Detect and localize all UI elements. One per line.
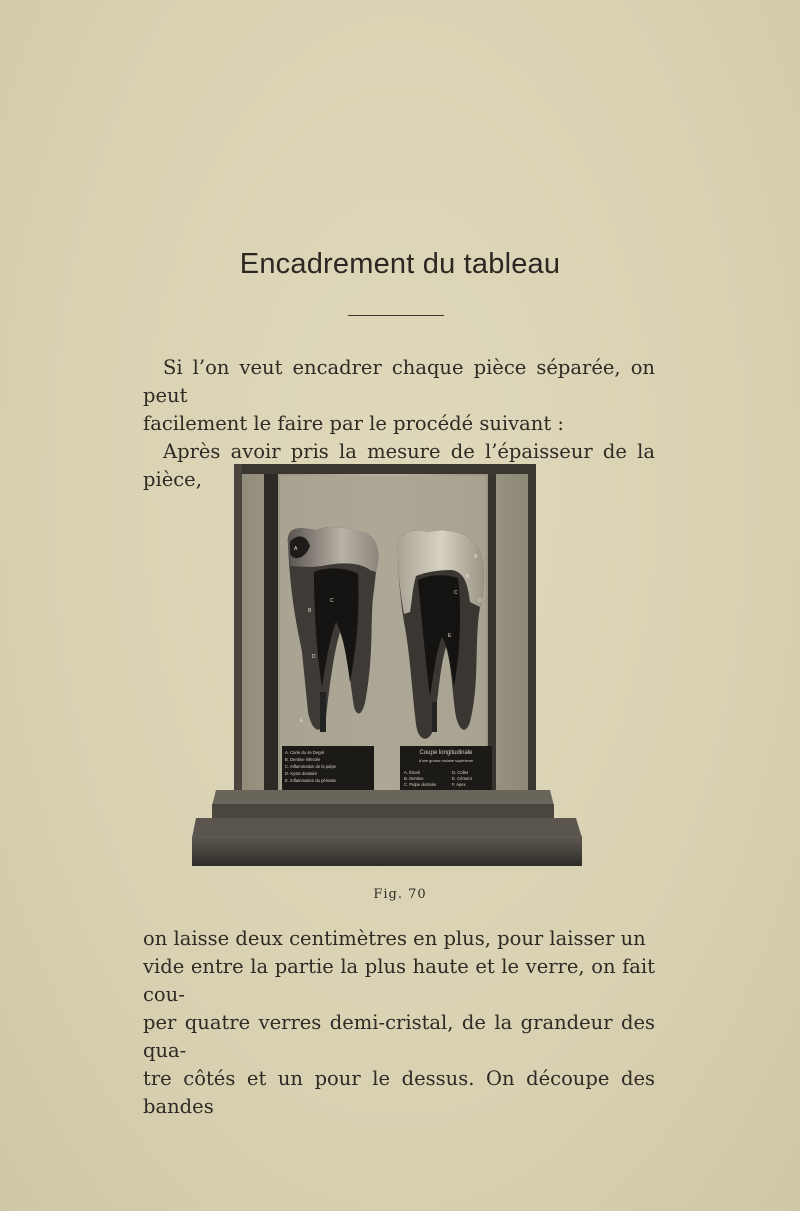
right-tooth-letter-b: B <box>466 574 470 580</box>
right-tooth-letter-d: D <box>478 598 482 604</box>
right-tooth-letter-c: C <box>454 590 458 596</box>
wooden-base <box>192 790 582 866</box>
page-title: Encadrement du tableau <box>239 248 561 280</box>
right-label-item-e: E. Cément <box>452 776 472 781</box>
right-label-item-f: F. Apex <box>452 782 466 787</box>
intro-line-3: Après avoir pris la mesure de l’épaisseur de la pièce, <box>143 440 655 491</box>
body-line-4: tre côtés et un pour le dessus. On découpe des bandes <box>143 1067 655 1118</box>
right-label-heading: Coupe longitudinale <box>419 750 473 756</box>
tooth-model-illustration <box>190 462 584 870</box>
left-label-item-e: E. Inflammation du périoste <box>285 778 336 783</box>
body-line-1: on laisse deux centimètres en plus, pour laisser un <box>143 927 646 950</box>
right-label-item-d: D. Collet <box>452 770 469 775</box>
left-label-item-c: C. Inflammation de la pulpe <box>285 764 336 769</box>
body-paragraph <box>143 925 655 1121</box>
right-tooth-letter-e: E <box>448 633 452 639</box>
left-tooth-letter-c: C <box>330 598 334 604</box>
intro-line-1: Si l’on veut encadrer chaque pièce séparée, on peut <box>143 356 655 407</box>
right-tooth-letter-a: A <box>474 554 478 560</box>
left-tooth-letter-d: D <box>312 654 316 660</box>
body-line-3: per quatre verres demi-cristal, de la grandeur des qua- <box>143 1011 655 1062</box>
left-label-item-b: B. Dentine infectée <box>285 757 321 762</box>
left-label-item-d: D. Kyste dentaire <box>285 771 318 776</box>
right-label-item-a: A. Émail <box>404 770 420 775</box>
right-label-item-b: B. Dentine <box>404 776 424 781</box>
left-label-item-a: A. Carie du 4e Degré <box>285 750 325 755</box>
intro-line-2: facilement le faire par le procédé suivant : <box>143 412 564 435</box>
right-label-subheading: d'une grosse molaire supérieure <box>418 759 474 763</box>
left-tooth-letter-e: E <box>300 718 304 724</box>
figure-caption: Fig. 70 <box>373 887 427 902</box>
left-tooth-letter-a: A <box>294 546 298 552</box>
right-label-item-c: C. Pulpe dentaire <box>404 782 437 787</box>
body-line-2: vide entre la partie la plus haute et le verre, on fait cou- <box>143 955 655 1006</box>
title-rule <box>348 315 444 316</box>
figure-photo <box>190 462 584 870</box>
left-tooth-letter-b: B <box>308 608 312 614</box>
